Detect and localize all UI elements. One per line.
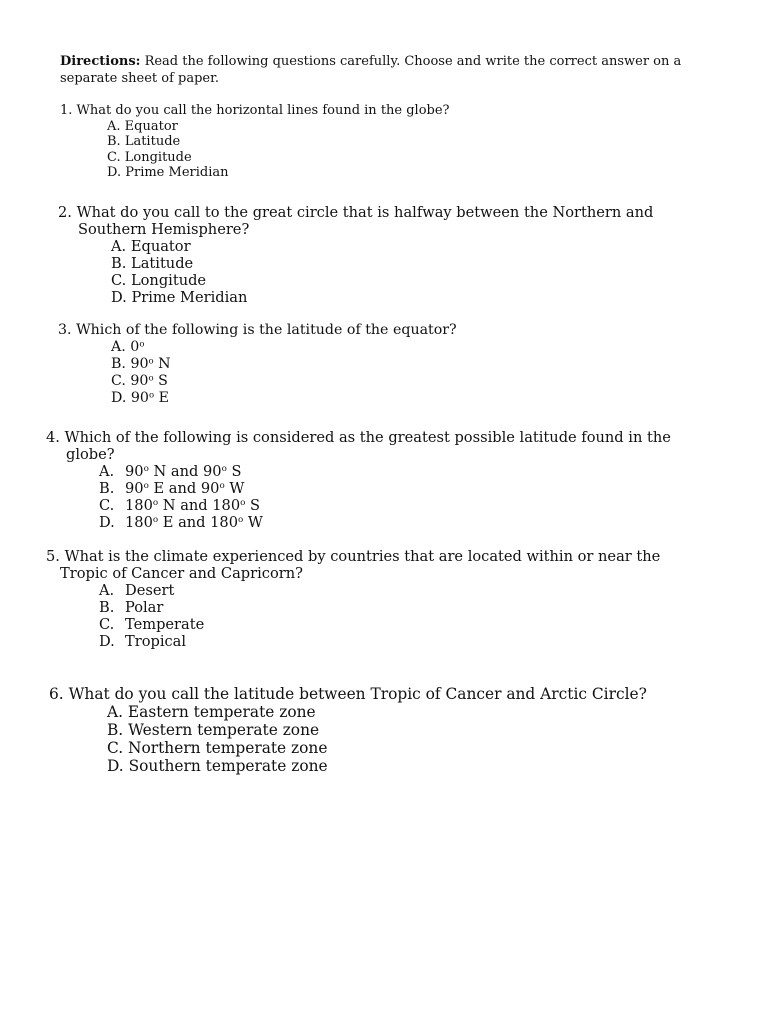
degree-symbol: o (240, 498, 246, 509)
option-letter: B. (107, 134, 121, 149)
question-2-stem (58, 204, 653, 238)
question-number: 5. (46, 548, 60, 565)
option-value: 90 (130, 390, 149, 406)
question-text: What is the climate experienced by countries that are located within or near the (64, 548, 661, 565)
question-1-stem (60, 103, 450, 119)
option-text: Prime Meridian (131, 289, 248, 306)
option-a (99, 582, 660, 599)
option-letter: D. (111, 289, 127, 306)
option-value: 180 (125, 514, 153, 531)
option-letter: D. (107, 165, 122, 180)
option-letter: C. (107, 739, 124, 757)
question-1 (60, 103, 450, 181)
option-text: Equator (130, 238, 191, 255)
option-c (107, 150, 450, 166)
option-value: 90 (130, 373, 149, 389)
option-letter: C. (99, 497, 115, 514)
option-d (107, 165, 450, 181)
option-text: Southern temperate zone (128, 757, 328, 775)
option-c (111, 373, 457, 390)
degree-symbol: o (152, 498, 159, 509)
option-value: 90 (125, 463, 144, 480)
option-b (107, 134, 450, 150)
option-a (107, 703, 647, 721)
option-b (111, 356, 457, 373)
option-value: 0 (130, 339, 140, 355)
option-c (99, 616, 660, 633)
option-value: 90 (125, 480, 144, 497)
option-text: E and 90 (148, 480, 220, 497)
option-text: Temperate (125, 616, 205, 633)
option-text: Longitude (130, 272, 207, 289)
question-text: What do you call the latitude between Tropic of Cancer and Arctic Circle? (68, 685, 647, 703)
option-c (107, 739, 647, 757)
option-direction: W (243, 514, 263, 531)
option-d (111, 289, 653, 306)
option-letter: C. (107, 149, 121, 165)
option-letter: A. (107, 703, 124, 721)
option-text: Western temperate zone (128, 721, 320, 739)
option-text: Tropical (125, 633, 187, 650)
option-a (111, 339, 457, 356)
option-direction: S (226, 463, 242, 480)
option-text: Northern temperate zone (128, 739, 328, 757)
question-4-stem (46, 429, 671, 463)
option-d (99, 633, 660, 650)
option-letter: D. (107, 757, 124, 775)
option-direction: S (153, 373, 168, 389)
option-letter: A. (99, 582, 115, 599)
option-letter: B. (111, 356, 126, 372)
option-text: N and 180 (158, 497, 241, 514)
question-2 (58, 204, 653, 306)
option-letter: B. (107, 721, 124, 739)
question-number: 3. (58, 322, 72, 338)
option-letter: C. (111, 373, 126, 389)
option-direction: E (154, 390, 169, 406)
degree-symbol: o (148, 356, 154, 367)
question-3-stem (58, 322, 457, 339)
option-letter: A. (107, 118, 121, 134)
question-4 (46, 429, 671, 531)
degree-symbol: o (221, 464, 227, 475)
question-text: Which of the following is the latitude of the equator? (76, 322, 457, 338)
option-letter: B. (99, 599, 115, 616)
option-direction: N (153, 356, 171, 372)
degree-symbol: o (139, 339, 145, 350)
option-letter: C. (111, 272, 127, 289)
degree-symbol: o (219, 481, 225, 492)
option-a (99, 463, 671, 480)
option-value: 180 (125, 497, 153, 514)
question-text-continuation: globe? (66, 446, 115, 463)
option-c (111, 272, 653, 289)
option-text: Polar (125, 599, 164, 616)
option-text: Prime Meridian (125, 165, 229, 180)
option-text: E and 180 (158, 514, 239, 531)
degree-symbol: o (143, 481, 149, 492)
option-a (111, 238, 653, 255)
option-letter: A. (111, 339, 126, 355)
question-1-options (107, 119, 450, 181)
question-text-continuation: Southern Hemisphere? (78, 221, 250, 238)
question-6-stem (49, 685, 647, 703)
question-4-options (99, 463, 671, 531)
option-b (107, 721, 647, 739)
option-letter: B. (99, 480, 115, 497)
question-number: 1. (60, 103, 73, 118)
option-letter: A. (99, 463, 115, 480)
question-text: What do you call to the great circle that is halfway between the Northern and (76, 204, 654, 221)
option-letter: D. (99, 514, 115, 531)
option-a (107, 119, 450, 135)
degree-symbol: o (143, 464, 149, 475)
question-number: 4. (46, 429, 60, 446)
option-text: Eastern temperate zone (127, 703, 316, 721)
option-b (99, 599, 660, 616)
directions (60, 53, 720, 87)
option-b (111, 255, 653, 272)
option-letter: D. (111, 390, 127, 406)
option-c (99, 497, 671, 514)
question-number: 2. (58, 204, 72, 221)
question-number: 6. (49, 685, 64, 703)
question-6 (49, 685, 647, 775)
degree-symbol: o (238, 515, 244, 526)
question-3 (58, 322, 457, 407)
question-5 (46, 548, 660, 650)
option-text: Longitude (124, 149, 192, 165)
question-5-options (99, 582, 660, 650)
option-text: Desert (125, 582, 175, 599)
directions-text: Read the following questions carefully. Choose and write the correct answer on a separate sheet of paper. (60, 54, 682, 86)
option-d (99, 514, 671, 531)
question-5-stem (46, 548, 660, 582)
degree-symbol: o (148, 390, 155, 401)
question-text: Which of the following is considered as the greatest possible latitude found in the (64, 429, 671, 446)
option-d (107, 757, 647, 775)
option-direction: W (224, 480, 245, 497)
degree-symbol: o (148, 373, 154, 384)
option-text: Latitude (124, 134, 181, 149)
degree-symbol: o (152, 515, 159, 526)
question-3-options (111, 339, 457, 407)
option-letter: B. (111, 255, 127, 272)
directions-label: Directions: (60, 54, 141, 69)
option-text: Latitude (131, 255, 194, 272)
option-text: Equator (124, 118, 178, 134)
option-text: N and 90 (148, 463, 222, 480)
question-text: What do you call the horizontal lines found in the globe? (76, 103, 450, 118)
option-value: 90 (130, 356, 149, 372)
question-6-options (107, 703, 647, 775)
option-letter: C. (99, 616, 115, 633)
question-2-options (111, 238, 653, 306)
option-d (111, 390, 457, 407)
option-letter: D. (99, 633, 115, 650)
question-text-continuation: Tropic of Cancer and Capricorn? (60, 565, 303, 582)
option-b (99, 480, 671, 497)
option-direction: S (245, 497, 261, 514)
option-letter: A. (111, 238, 127, 255)
